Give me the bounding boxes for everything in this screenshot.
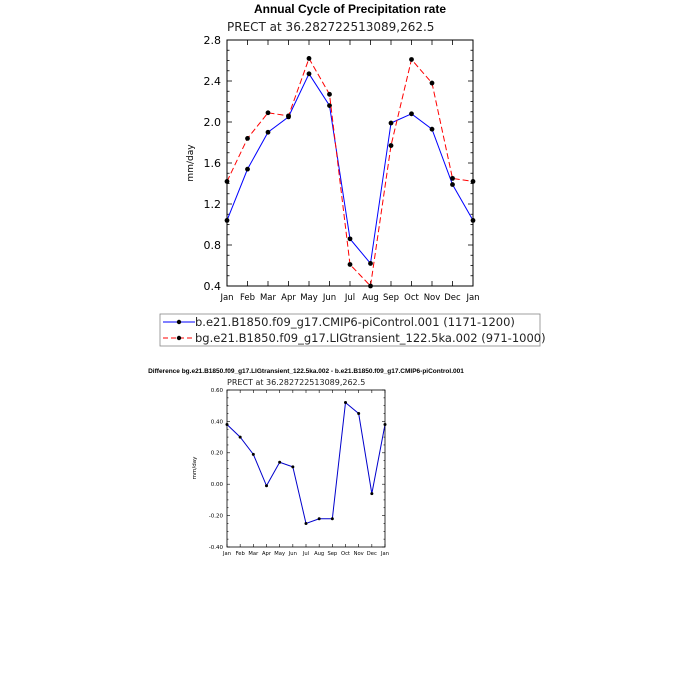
data-point [266, 110, 271, 115]
y-tick-label: 0.8 [203, 238, 221, 252]
x-tick-label: Mar [248, 551, 259, 557]
data-point [357, 412, 360, 415]
y-tick-label: 1.6 [203, 156, 221, 170]
data-point [450, 182, 455, 187]
data-point [348, 236, 353, 241]
x-tick-label: Jan [223, 551, 231, 557]
x-tick-label: Mar [259, 293, 277, 303]
data-point [305, 522, 308, 525]
y-tick-label: 0.00 [210, 482, 223, 489]
chart-subtitle: PRECT at 36.282722513089,262.5 [227, 20, 435, 34]
data-point [318, 517, 321, 520]
data-point [291, 465, 294, 468]
difference-subtitle: PRECT at 36.282722513089,262.5 [227, 378, 366, 387]
legend-marker-1 [177, 320, 181, 324]
data-point [327, 92, 332, 97]
data-point [409, 57, 414, 62]
x-tick-label: Feb [239, 293, 256, 303]
plot-frame [227, 40, 473, 286]
data-point [307, 56, 312, 61]
series-group [226, 401, 387, 525]
y-tick-label: 2.4 [203, 74, 221, 88]
x-tick-label: Jan [466, 293, 480, 303]
data-point [239, 436, 242, 439]
tick-group [204, 34, 480, 303]
x-tick-label: Feb [235, 551, 245, 557]
x-tick-label: Aug [314, 551, 325, 557]
y-tick-label: 1.2 [203, 197, 221, 211]
y-tick-label: 0.20 [210, 450, 223, 457]
x-tick-label: Dec [444, 293, 461, 303]
y-tick-label: 0.4 [203, 279, 221, 293]
x-tick-label: Sep [382, 293, 400, 303]
data-point [430, 127, 435, 132]
x-tick-label: Jun [322, 293, 337, 303]
y-tick-label: 0.40 [210, 419, 223, 426]
x-tick-label: Oct [341, 551, 350, 557]
legend-marker-2 [177, 336, 181, 340]
y-tick-label: 2.0 [203, 115, 221, 129]
y-tick-label: 0.60 [210, 387, 223, 394]
legend [160, 314, 546, 346]
x-tick-label: Nov [423, 293, 441, 303]
y-axis-label: mm/day [192, 456, 198, 480]
legend-label-2: bg.e21.B1850.f09_g17.LIGtransient_122.5ka.002 (971-1000) [195, 331, 546, 345]
tick-group [209, 388, 389, 557]
series-group [225, 56, 476, 288]
data-point [286, 113, 291, 118]
legend-entry-2 [163, 331, 546, 345]
x-tick-label: Jan [381, 551, 389, 557]
data-point [348, 262, 353, 267]
data-point [278, 461, 281, 464]
chart-difference [148, 368, 464, 557]
x-tick-label: Jul [302, 551, 310, 557]
x-tick-label: Nov [353, 551, 364, 557]
y-tick-label: -0.40 [208, 544, 223, 551]
chart-title: Annual Cycle of Precipitation rate [253, 2, 447, 16]
chart-annual-cycle [160, 2, 546, 346]
x-tick-label: Oct [404, 293, 419, 303]
series-line-2 [227, 58, 473, 286]
x-tick-label: Sep [327, 551, 338, 557]
data-point [252, 453, 255, 456]
data-point [331, 517, 334, 520]
x-tick-label: Jul [344, 293, 356, 303]
data-point [266, 130, 271, 135]
y-tick-label: 2.8 [203, 33, 221, 47]
data-point [389, 121, 394, 126]
legend-entry-1 [163, 315, 515, 329]
x-tick-label: Jan [220, 293, 234, 303]
data-point [265, 484, 268, 487]
data-point [450, 176, 455, 181]
x-tick-label: Jun [288, 551, 297, 557]
x-tick-label: Apr [262, 551, 271, 557]
x-tick-label: Aug [362, 293, 379, 303]
data-point [368, 261, 373, 266]
data-point [370, 492, 373, 495]
x-tick-label: May [300, 293, 318, 303]
x-tick-label: Dec [366, 551, 377, 557]
x-tick-label: Apr [281, 293, 296, 303]
series-line-1 [227, 403, 385, 524]
y-tick-label: -0.20 [208, 513, 223, 520]
data-point [307, 71, 312, 76]
data-point [409, 111, 414, 116]
data-point [245, 167, 250, 172]
legend-label-1: b.e21.B1850.f09_g17.CMIP6-piControl.001 (1171-1200) [195, 315, 515, 329]
x-tick-label: May [274, 551, 286, 557]
data-point [430, 81, 435, 86]
difference-title: Difference bg.e21.B1850.f09_g17.LIGtransient_122.5ka.002 - b.e21.B1850.f09_g17.CMIP6-piControl.001 [148, 368, 464, 375]
y-axis-label: mm/day [186, 144, 196, 182]
data-point [245, 136, 250, 141]
data-point [344, 401, 347, 404]
data-point [389, 143, 394, 148]
